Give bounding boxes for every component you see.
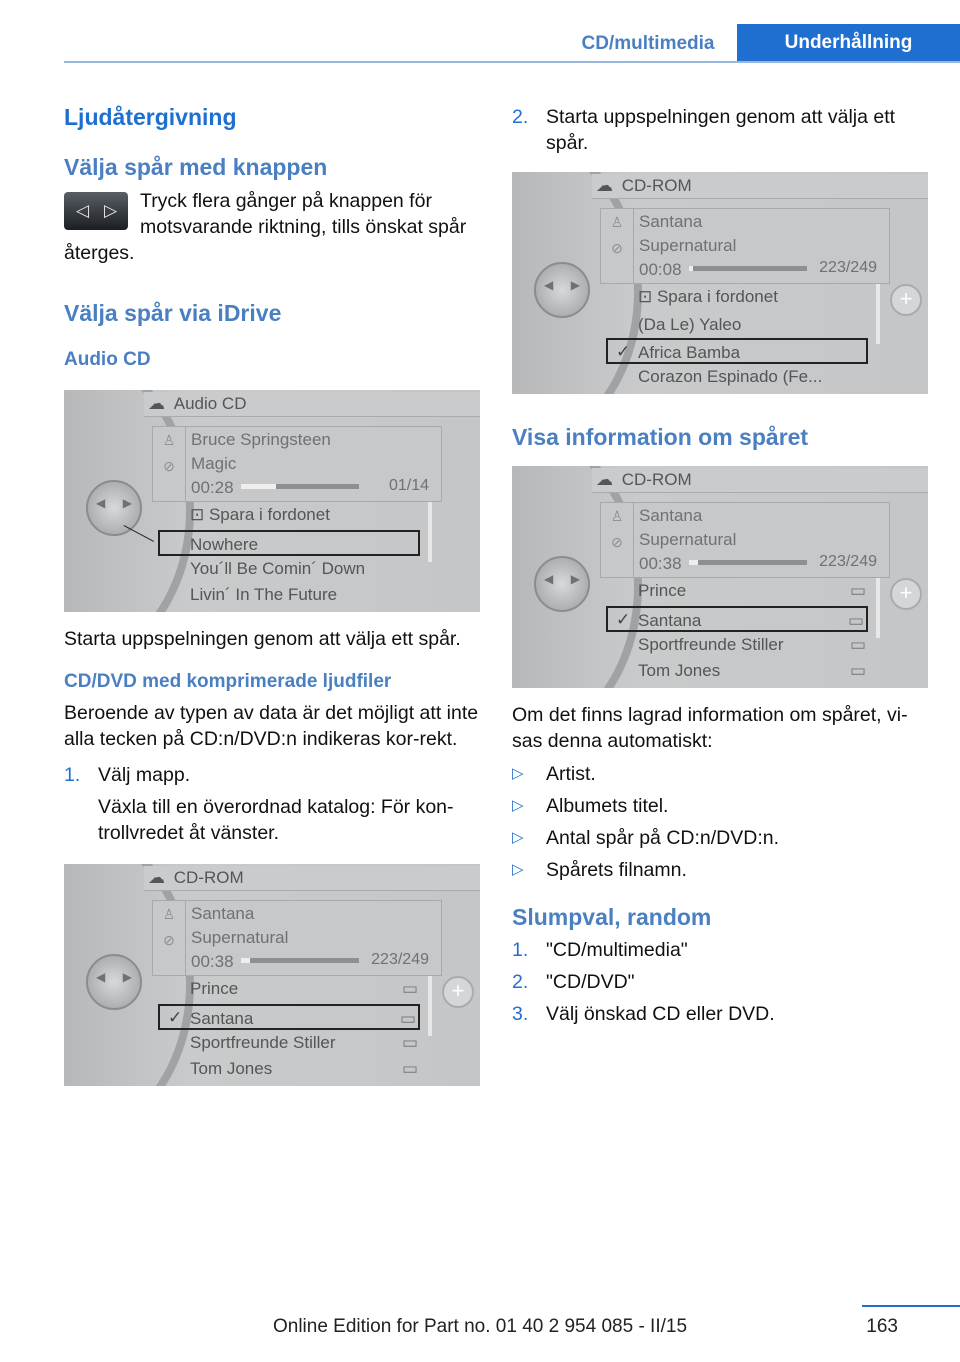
next-track-icon: ▷ xyxy=(104,201,118,220)
list-item-label: Sportfreunde Stiller xyxy=(190,1033,336,1052)
subheading-buttons: Välja spår med knappen xyxy=(64,154,328,180)
cd-icon: ☁ xyxy=(148,394,165,413)
info-icons: ♙ ⊘ xyxy=(153,901,186,975)
list-item-label: Tom Jones xyxy=(638,661,721,680)
list-item xyxy=(512,758,932,790)
step-text: "CD/DVD" xyxy=(546,971,635,993)
step-text: "CD/multimedia" xyxy=(546,939,688,961)
info-album: Supernatural xyxy=(639,530,737,549)
screenshot-cdrom-tracks xyxy=(512,172,928,394)
random-steps xyxy=(512,934,932,1030)
step-text: Välj önskad CD eller DVD. xyxy=(546,1003,775,1025)
step-number: 1. xyxy=(512,939,529,961)
plus-icon: + xyxy=(890,578,922,610)
info-artist: Santana xyxy=(639,212,703,231)
screen-title xyxy=(144,866,480,891)
list-item-label: Nowhere xyxy=(190,535,259,554)
header-section: CD/multimedia xyxy=(581,33,715,54)
info-time: 00:38 xyxy=(191,952,234,971)
track-info-box xyxy=(600,208,890,284)
step-number: 3. xyxy=(512,1003,529,1025)
track-info-box xyxy=(600,502,890,578)
progress-bar xyxy=(241,958,359,963)
after-screen1-text: Starta uppspelningen genom att välja ett spår. xyxy=(64,628,461,650)
list-item xyxy=(634,284,868,310)
buttons-text: Tryck flera gånger på knappen för motsvarande riktning, tills önskat spår återges. xyxy=(64,190,467,264)
header-chapter-tab: Underhållning xyxy=(737,24,960,62)
cddvd-text: Beroende av typen av data är det möjligt att inte alla tecken på CD:n/DVD:n indikeras kor-rekt. xyxy=(64,702,479,750)
bullet-list xyxy=(512,758,932,886)
footer-edition: Online Edition for Part no. 01 40 2 954 085 - II/15 xyxy=(272,1316,688,1337)
list-item-label: Spara i fordonet xyxy=(208,505,330,524)
footer-rule xyxy=(862,1305,960,1307)
list-item-label: Santana xyxy=(190,1009,254,1028)
list-item: You´ll Be Comin´ Down xyxy=(190,559,366,578)
screen-title-text: CD-ROM xyxy=(621,470,692,489)
screen-title xyxy=(592,468,928,493)
save-icon: ⊡ xyxy=(638,287,657,306)
right-column xyxy=(512,100,932,1030)
list-item-selected xyxy=(606,338,868,364)
list-item xyxy=(512,854,932,886)
subheading-cddvd: CD/DVD med komprimerade ljudfiler xyxy=(64,671,392,692)
section-title: Ljudåtergivning xyxy=(64,104,237,130)
screen-title-text: Audio CD xyxy=(173,394,247,413)
bullet-text: Artist. xyxy=(546,763,596,785)
triangle-bullet-icon: ▷ xyxy=(512,861,524,878)
info-artist: Santana xyxy=(191,904,255,923)
info-text: Om det finns lagrad information om spåret, vi-sas denna automatiskt: xyxy=(512,704,908,752)
scrollbar xyxy=(428,502,432,562)
folder-icon: ▭ xyxy=(401,1059,418,1078)
track-counter: 223/249 xyxy=(371,951,429,968)
subheading-track-info: Visa information om spåret xyxy=(512,424,809,450)
list-item-selected xyxy=(158,1004,420,1030)
list-item xyxy=(186,976,420,1002)
screen-title-text: CD-ROM xyxy=(621,176,692,195)
checkmark-icon: ✓ xyxy=(168,1008,183,1027)
bullet-text: Albumets titel. xyxy=(546,795,669,817)
folder-icon: ▭ xyxy=(849,635,866,654)
subheading-audio-cd: Audio CD xyxy=(64,349,151,370)
screenshot-track-info xyxy=(512,466,928,688)
list-item xyxy=(512,790,932,822)
folder-icon: ▭ xyxy=(399,1009,416,1028)
page-number: 163 xyxy=(866,1316,898,1337)
track-info-box xyxy=(152,426,442,502)
header-rule xyxy=(64,61,960,63)
step-text: Välj mapp. xyxy=(98,764,191,786)
controller-icon: ◀ ▶ xyxy=(86,954,142,1010)
screen-title xyxy=(592,174,928,199)
triangle-bullet-icon: ▷ xyxy=(512,829,524,846)
subheading-idrive: Välja spår via iDrive xyxy=(64,300,282,326)
list-item-label: Prince xyxy=(190,979,239,998)
plus-icon: + xyxy=(442,976,474,1008)
list-item xyxy=(634,658,868,684)
progress-bar xyxy=(689,266,807,271)
track-buttons-image xyxy=(64,192,128,230)
list-item-selected xyxy=(158,530,420,556)
list-item-label: Santana xyxy=(638,611,702,630)
info-album: Supernatural xyxy=(191,928,289,947)
progress-bar xyxy=(241,484,359,489)
track-counter: 223/249 xyxy=(819,553,877,570)
triangle-bullet-icon: ▷ xyxy=(512,797,524,814)
scrollbar xyxy=(428,976,432,1036)
step-item xyxy=(512,998,932,1030)
folder-icon: ▭ xyxy=(849,581,866,600)
left-column xyxy=(64,100,482,1086)
step-subtext: Växla till en överordnad katalog: För kon-trollvredet åt vänster. xyxy=(98,796,454,844)
list-item-label: Tom Jones xyxy=(190,1059,273,1078)
info-time: 00:38 xyxy=(639,554,682,573)
info-artist: Santana xyxy=(639,506,703,525)
info-time: 00:08 xyxy=(639,260,682,279)
triangle-bullet-icon: ▷ xyxy=(512,765,524,782)
list-item-label: Prince xyxy=(638,581,687,600)
list-item xyxy=(634,578,868,604)
controller-icon: ◀ ▶ xyxy=(534,262,590,318)
list-item xyxy=(186,1030,420,1056)
info-icons: ♙ ⊘ xyxy=(153,427,186,501)
list-item: Livin´ In The Future xyxy=(190,585,338,604)
step-2 xyxy=(512,104,932,156)
list-item xyxy=(186,502,420,528)
cd-icon: ☁ xyxy=(596,176,613,195)
list-item: Corazon Espinado (Fe... xyxy=(638,367,823,386)
info-album: Magic xyxy=(191,454,237,473)
checkmark-icon: ✓ xyxy=(616,610,631,629)
buttons-paragraph xyxy=(64,188,482,266)
track-info-box xyxy=(152,900,442,976)
folder-icon: ▭ xyxy=(849,661,866,680)
step-number: 2. xyxy=(512,971,529,993)
folder-icon: ▭ xyxy=(401,979,418,998)
step-number: 2. xyxy=(512,106,529,128)
controller-icon: ◀ ▶ xyxy=(86,480,142,536)
controller-icon: ◀ ▶ xyxy=(534,556,590,612)
screenshot-cdrom-folders xyxy=(64,864,480,1086)
list-item: (Da Le) Yaleo xyxy=(638,315,742,334)
save-icon: ⊡ xyxy=(190,505,209,524)
bullet-text: Spårets filnamn. xyxy=(546,859,687,881)
previous-track-icon: ◁ xyxy=(76,201,90,220)
info-album: Supernatural xyxy=(639,236,737,255)
list-item-label: Sportfreunde Stiller xyxy=(638,635,784,654)
plus-icon: + xyxy=(890,284,922,316)
list-item-label: Africa Bamba xyxy=(638,343,741,362)
step-item xyxy=(512,966,932,998)
step-item xyxy=(512,934,932,966)
info-icons: ♙ ⊘ xyxy=(601,209,634,283)
folder-icon: ▭ xyxy=(401,1033,418,1052)
list-item xyxy=(186,1056,420,1082)
screen-title-text: CD-ROM xyxy=(173,868,244,887)
info-time: 00:28 xyxy=(191,478,234,497)
scrollbar xyxy=(876,578,880,638)
checkmark-icon: ✓ xyxy=(616,342,631,361)
step-text: Starta uppspelningen genom att välja ett spår. xyxy=(546,106,896,154)
track-counter: 223/249 xyxy=(819,259,877,276)
info-artist: Bruce Springsteen xyxy=(191,430,331,449)
screenshot-audio-cd xyxy=(64,390,480,612)
progress-bar xyxy=(689,560,807,565)
folder-icon: ▭ xyxy=(847,611,864,630)
list-item xyxy=(634,632,868,658)
list-item-label: Spara i fordonet xyxy=(656,287,778,306)
track-counter: 01/14 xyxy=(388,477,429,494)
cd-icon: ☁ xyxy=(596,470,613,489)
step-number: 1. xyxy=(64,764,81,786)
list-item xyxy=(512,822,932,854)
info-icons: ♙ ⊘ xyxy=(601,503,634,577)
scrollbar xyxy=(876,284,880,344)
list-item-selected xyxy=(606,606,868,632)
cd-icon: ☁ xyxy=(148,868,165,887)
step-1 xyxy=(64,762,482,846)
subheading-random: Slumpval, random xyxy=(512,904,712,930)
bullet-text: Antal spår på CD:n/DVD:n. xyxy=(546,827,780,849)
screen-title xyxy=(144,392,480,417)
